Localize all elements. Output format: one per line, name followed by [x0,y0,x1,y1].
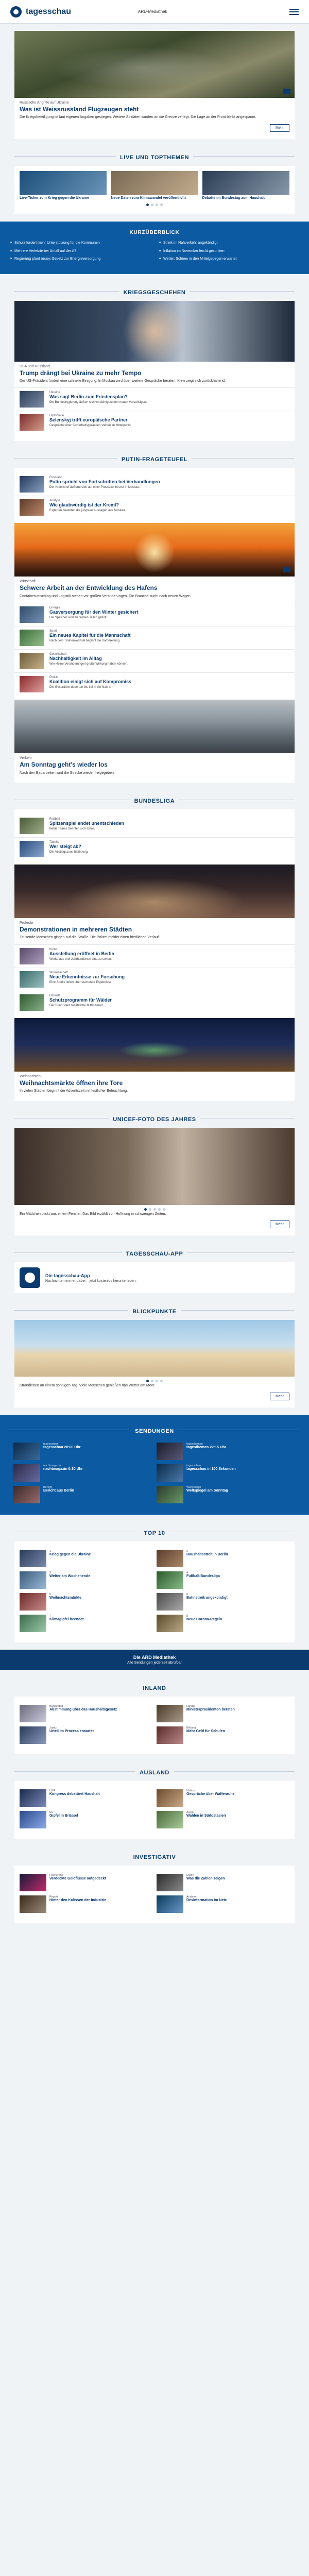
sendung-tile[interactable]: Bericht Bericht aus Berlin [13,1486,152,1503]
hero-kicker: Russische Angriffe auf Ukraine [20,101,69,105]
feature-title[interactable]: Demonstrationen in mehreren Städten [20,926,132,934]
logo-text: tagesschau [26,7,72,16]
feature-teaser: Nach den Bauarbeiten wird die Strecke wieder freigegeben. [20,771,115,775]
feature-kicker: Wirtschaft [20,580,36,584]
sendung-tile[interactable]: Weltspiegel Weltspiegel am Sonntag [157,1486,296,1503]
kurz-item[interactable]: ■ Inflation im November leicht gesunken [159,249,299,253]
feature-teaser: Containerumschlag und Logistik stehen vor großen Veränderungen. Die Branche sucht nach neuen Wegen. [20,594,192,598]
section-heading-top: TOP 10 [14,1522,295,1541]
mediathek-link[interactable]: ARD-Mediathek [138,9,167,14]
feature-teaser: Tausende Menschen gingen auf die Straße. Die Polizei meldet einen friedlichen Verlauf. [20,936,160,940]
unicef-more-button[interactable]: Mehr [270,1221,289,1228]
section-heading-unicef: UNICEF-FOTO DES JAHRES [14,1108,295,1128]
top-tile[interactable]: 4 Fußball-Bundesliga [157,1571,289,1589]
kurz-item[interactable]: ■ Wetter: Schnee in den Mittelgebirgen erwartet [159,257,299,261]
top-tile[interactable]: 3 Wetter am Wochenende [20,1571,152,1589]
kurz-heading: KURZÜBERBLICK [129,230,180,236]
inland-tile[interactable]: Bildung Mehr Geld für Schulen [157,1726,289,1744]
video-icon [283,89,290,94]
list-item[interactable]: Kultur Ausstellung eröffnet in Berlin Werke aus drei Jahrhunderten sind zu sehen. [14,944,295,968]
list-item[interactable]: Diplomatie Selenskyj trifft europäische Partner Gespräche über Sicherheitsgarantien stehen im Mittelpunkt. [14,411,295,434]
list-item[interactable]: Ukraine Was sagt Berlin zum Friedensplan? Die Bundesregierung äußert sich vorsichtig zu den neuen Vorschlägen. [14,387,295,411]
traffic-image[interactable] [14,700,295,753]
live-slide[interactable]: Debatte im Bundestag zum Haushalt [202,171,289,200]
sendungen-panel [0,1415,309,1515]
inland-tile[interactable]: Bundestag Abstimmung über das Haushaltsgesetz [20,1705,152,1722]
list-item[interactable]: Analyse Wie glaubwürdig ist der Kreml? Experten bewerten die jüngsten Aussagen aus Moskau. [14,496,295,519]
video-icon [283,567,290,572]
sendung-tile[interactable]: nachtmagazin nachtmagazin 0:30 Uhr [13,1464,152,1482]
live-slider [14,166,295,214]
list-item[interactable]: Fußball Spitzenspiel endet unentschieden Beide Teams trennten sich torlos. [14,815,295,837]
hero-teaser[interactable] [14,31,295,139]
kurzueberblick-panel [0,222,309,274]
list-item[interactable]: Russland Putin spricht von Fortschritten bei Verhandlungen Der Kremlchef äußerte sich auf einer Pressekonferenz in Moskau. [14,473,295,496]
sendung-tile[interactable]: tagesschau tagesschau 20:00 Uhr [13,1443,152,1460]
live-slide[interactable]: Live-Ticker zum Krieg gegen die Ukraine [20,171,107,200]
top-tile[interactable]: 8 Neue Corona-Regeln [157,1615,289,1632]
logo-icon [10,6,22,18]
top-tile[interactable]: 2 Haushaltsstreit in Berlin [157,1550,289,1567]
kurz-item[interactable]: ■ Regierung plant neues Gesetz zur Energieversorgung [10,257,150,261]
krieg-kicker: USA und Russland [20,364,50,368]
kurz-item[interactable]: ■ Schulz fordert mehr Unterstützung für die Kommunen [10,241,150,245]
inland-tile[interactable]: Justiz Urteil im Prozess erwartet [20,1726,152,1744]
ausland-tile[interactable]: EU Gipfel in Brüssel [20,1811,152,1828]
section-heading-blick: BLICKPUNKTE [14,1300,295,1320]
section-heading-app: TAGESSCHAU-APP [14,1243,295,1262]
blick-more-button[interactable]: Mehr [270,1393,289,1400]
list-item[interactable]: Energie Gasversorgung für den Winter gesichert Die Speicher sind zu großen Teilen gefüllt. [14,603,295,626]
mediathek-banner[interactable]: Die ARD Mediathek Alle Sendungen jederzeit abrufbar [0,1650,309,1670]
list-item[interactable]: Politik Koalition einigt sich auf Kompromiss Die Gespräche dauerten bis tief in die Nacht. [14,672,295,696]
section-heading-invest: INVESTIGATIV [14,1846,295,1866]
blick-caption: Strandleben an einem sonnigen Tag. Viele Menschen genießen das Wetter am Meer. [20,1384,156,1388]
list-item[interactable]: Sport Ein neues Kapitel für die Mannschaft Nach dem Trainerwechsel beginnt die Vorbereitung. [14,626,295,649]
section-heading-live: LIVE UND TOPTHEMEN [14,146,295,166]
section-heading-ausland: AUSLAND [14,1761,295,1781]
ausland-tile[interactable]: USA Kongress debattiert Haushalt [20,1789,152,1807]
invest-tile[interactable]: Recherche Verdeckte Geldflüsse aufgedeckt [20,1874,152,1891]
feature-title[interactable]: Schwere Arbeit an der Entwicklung des Hafens [20,584,158,592]
hero-more-button[interactable]: Mehr [270,124,289,132]
hero-teaser-text: Die Kriegsbeteiligung ist laut eigenen Angaben gestiegen. Weitere Soldaten wurden an die Grenze verlegt. Die Lage an der Front bleibt angespannt. [20,115,256,120]
top-tile[interactable]: 7 Klimagipfel beendet [20,1615,152,1632]
hero-image [14,31,295,98]
section-heading-bund: BUNDESLIGA [14,790,295,809]
hero-title[interactable]: Was ist Weissrussland Flugzeugen steht [20,106,139,113]
menu-icon[interactable] [289,9,299,15]
ausland-tile[interactable]: Nahost Gespräche über Waffenruhe [157,1789,289,1807]
site-header [0,0,309,24]
invest-tile[interactable]: Daten Was die Zahlen zeigen [157,1874,289,1891]
section-heading-putin: PUTIN-FRAGETEUFEL [14,448,295,468]
unicef-caption: Ein Mädchen blickt aus einem Fenster. Das Bild erzählt von Hoffnung in schwierigen Zeiten. [20,1212,166,1216]
krieg-lead-image[interactable] [14,301,295,362]
app-teaser[interactable]: Die tagesschau-App Nachrichten immer dabei – jetzt kostenlos herunterladen. [14,1262,295,1293]
slider-dots[interactable] [14,1377,295,1383]
feature-kicker: Verkehr [20,756,32,760]
krieg-teaser: Der US-Präsident fordert eine schnelle Einigung. In Moskau wird über weitere Gespräche beraten. Kiew zeigt sich zurückhaltend. [20,379,226,383]
kurz-item[interactable]: ■ Mehrere Verletzte bei Unfall auf der A7 [10,249,150,253]
app-icon [20,1267,40,1288]
feature-teaser: In vielen Städten beginnt die Adventszeit mit festlicher Beleuchtung. [20,1089,128,1093]
live-slide[interactable]: Neue Daten zum Klimawandel veröffentlicht [111,171,198,200]
unicef-image[interactable] [14,1128,295,1205]
sendung-tile[interactable]: tagesschau tagesschau in 100 Sekunden [157,1464,296,1482]
invest-tile[interactable]: Analyse Desinformation im Netz [157,1895,289,1913]
sendung-tile[interactable]: tagesthemen tagesthemen 22:15 Uhr [157,1443,296,1460]
kurz-item[interactable]: ■ Streik im Nahverkehr angekündigt [159,241,299,245]
inland-tile[interactable]: Länder Ministerpräsidenten beraten [157,1705,289,1722]
feature-kicker: Proteste [20,921,33,925]
harbor-image[interactable] [14,523,295,577]
slider-dots[interactable] [14,1205,295,1212]
section-heading-sendungen: SENDUNGEN [8,1420,301,1439]
krieg-title[interactable]: Trump drängt bei Ukraine zu mehr Tempo [20,369,142,377]
protest-image[interactable] [14,865,295,918]
list-item[interactable]: Gesellschaft Nachhaltigkeit im Alltag Wie kleine Veränderungen große Wirkung haben können. [14,649,295,672]
feature-title[interactable]: Am Sonntag geht's wieder los [20,761,108,769]
ausland-tile[interactable]: Asien Wahlen in Südostasien [157,1811,289,1828]
slider-dots[interactable] [14,200,295,207]
top-tile[interactable]: 5 Weihnachtsmärkte [20,1593,152,1611]
invest-tile[interactable]: Report Hinter den Kulissen der Industrie [20,1895,152,1913]
list-item[interactable]: Umwelt Schutzprogramm für Wälder Der Bund stellt zusätzliche Mittel bereit. [14,991,295,1014]
logo[interactable] [10,6,71,18]
christmas-image[interactable] [14,1018,295,1072]
top-tile[interactable]: 6 Bahnstreik angekündigt [157,1593,289,1611]
feature-title[interactable]: Weihnachtsmärkte öffnen ihre Tore [20,1079,123,1087]
list-item[interactable]: Wissenschaft Neue Erkenntnisse zur Forschung Eine Studie liefert überraschende Ergebnisse. [14,968,295,991]
top-tile[interactable]: 1 Krieg gegen die Ukraine [20,1550,152,1567]
beach-image[interactable] [14,1320,295,1377]
feature-kicker: Weihnachten [20,1074,41,1078]
list-item[interactable]: Tabelle Wer steigt ab? Die Abstiegszone bleibt eng. [14,837,295,860]
section-heading-inland: INLAND [14,1677,295,1697]
section-heading-krieg: KRIEGSGESCHEHEN [14,281,295,301]
